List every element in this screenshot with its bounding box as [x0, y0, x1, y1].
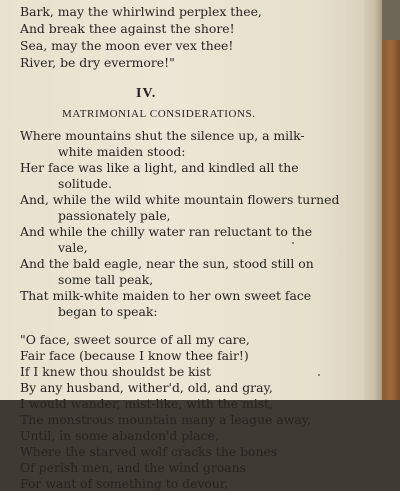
poem-line: Sea, may the moon ever vex thee! [20, 38, 234, 53]
poem-line: vale, [58, 240, 88, 255]
poem-line: For want of something to devour, [20, 476, 229, 491]
poem-line: Where the starved wolf cracks the bones [20, 444, 278, 459]
book-cover-edge [382, 40, 400, 400]
poem-line: "O face, sweet source of all my care, [20, 332, 250, 347]
section-title: MATRIMONIAL CONSIDERATIONS. [62, 108, 256, 120]
poem-line: solitude. [58, 176, 112, 191]
poem-line: Until, in some abandon'd place, [20, 428, 219, 443]
poem-line: That milk-white maiden to her own sweet face [20, 288, 312, 303]
poem-line: white maiden stood: [58, 144, 186, 159]
poem-line: some tall peak, [58, 272, 154, 287]
section-number: IV. [136, 86, 157, 101]
poem-line: If I knew thou shouldst be kist [20, 364, 211, 379]
poem-line: I would wander, mist-like, with the mist, [20, 396, 273, 411]
poem-line: And the bald eagle, near the sun, stood still on [20, 256, 314, 271]
poem-line: By any husband, wither'd, old, and gray, [20, 380, 273, 395]
poem-line: The monstrous mountain many a league away, [20, 412, 312, 427]
poem-line: Of perish men, and the wind groans [20, 460, 246, 475]
poem-line: Her face was like a light, and kindled all the [20, 160, 299, 175]
poem-line: passionately pale, [58, 208, 171, 223]
poem-line: Where mountains shut the silence up, a milk- [20, 128, 305, 143]
background-shadow [382, 0, 400, 40]
ink-speck [292, 242, 294, 244]
poem-line: And break thee against the shore! [20, 21, 235, 36]
poem-line: began to speak: [58, 304, 158, 319]
poem-line: River, be dry evermore!" [20, 55, 175, 70]
poem-line: And, while the wild white mountain flowers turned [20, 192, 340, 207]
poem-line: And while the chilly water ran reluctant to the [20, 224, 313, 239]
poem-line: Bark, may the whirlwind perplex thee, [20, 4, 262, 19]
poem-line: Fair face (because I know thee fair!) [20, 348, 249, 363]
ink-speck [318, 374, 320, 376]
